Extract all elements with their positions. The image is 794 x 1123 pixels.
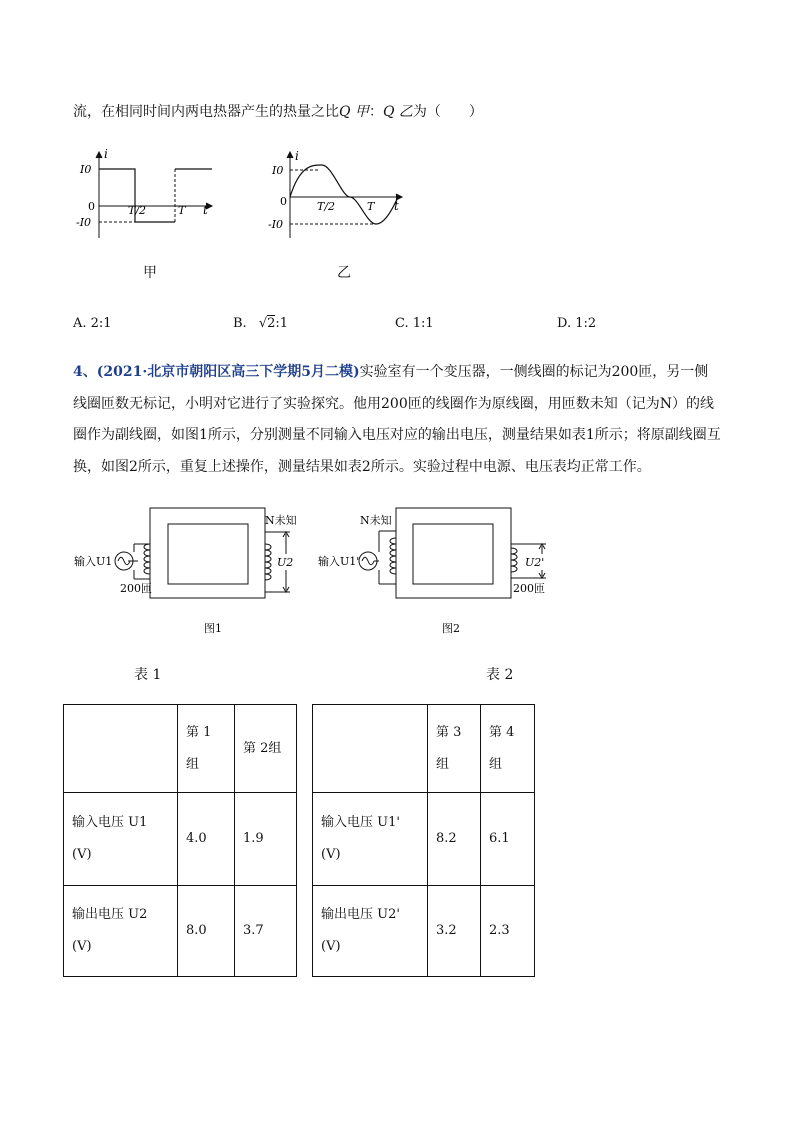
graph-yi-zero-label: 0 xyxy=(280,195,287,208)
table-header-cell xyxy=(481,705,535,793)
fig1-turns-label: 200匝 xyxy=(120,582,152,595)
table-cell: 8.2 xyxy=(428,793,481,886)
table-header-cell: 第 2组 xyxy=(235,705,297,793)
choice-b-ratio: :1 xyxy=(275,316,289,331)
ratio-separator: ： xyxy=(368,104,383,120)
fig1-u2-label: U2 xyxy=(277,556,294,569)
fig2-u2-label: U2' xyxy=(525,556,545,569)
q-jia: Q 甲 xyxy=(339,104,369,120)
table-header-cell xyxy=(178,705,235,793)
row-label-line: 输入电压 U1' xyxy=(321,815,400,830)
table-cell: 4.0 xyxy=(178,793,235,886)
graph-yi-t-label: T xyxy=(367,200,375,213)
graph-jia-neg-i0-label: -I0 xyxy=(76,216,92,229)
fig2-caption: 图2 xyxy=(442,622,460,635)
table-row xyxy=(64,886,297,977)
graph-jia-i-label: i xyxy=(104,147,108,161)
row-label-line: 输入电压 U1 xyxy=(72,815,148,830)
graph-yi-t-axis-label: t xyxy=(394,199,399,213)
choice-c[interactable]: C. 1:1 xyxy=(395,316,434,331)
q3-stem-suffix: 为（ ） xyxy=(412,104,483,120)
graph-jia-t-label: T xyxy=(178,204,186,217)
fig1-n-label: N未知 xyxy=(265,514,297,527)
table-2-title: 表 2 xyxy=(486,667,514,683)
table-cell: 3.7 xyxy=(235,886,297,977)
graph-jia-t-axis-label: t xyxy=(203,203,208,217)
row-label-line: 输出电压 U2 xyxy=(72,907,148,922)
table-1 xyxy=(63,704,297,977)
header-line: 第 3 xyxy=(436,724,462,740)
row-label-unit: (V) xyxy=(72,847,92,862)
graph-jia-i0-label: I0 xyxy=(80,163,92,176)
table-row xyxy=(313,793,535,886)
graph-jia-square-wave xyxy=(72,148,222,243)
table-row-label xyxy=(313,886,428,977)
table-row xyxy=(64,793,297,886)
choice-b-letter: B. xyxy=(233,316,247,331)
table-row-label xyxy=(64,886,178,977)
table-row-label xyxy=(64,793,178,886)
q3-stem-line xyxy=(73,102,483,122)
table-cell: 8.0 xyxy=(178,886,235,977)
table-header-cell xyxy=(428,705,481,793)
graph-yi-neg-i0-label: -I0 xyxy=(268,218,284,231)
header-line: 第 4 xyxy=(489,724,515,740)
figure-1-transformer xyxy=(72,504,297,644)
fig2-turns-label: 200匝 xyxy=(513,582,545,595)
table-row-label xyxy=(313,793,428,886)
header-line: 组 xyxy=(489,756,503,772)
fig2-n-label: N未知 xyxy=(360,514,392,527)
graph-yi-caption: 乙 xyxy=(337,265,351,281)
table-cell xyxy=(313,705,428,793)
header-line: 组 xyxy=(186,756,200,772)
q4-source-heading: 4、(2021·北京市朝阳区高三下学期5月二模) xyxy=(73,364,360,380)
row-label-unit: (V) xyxy=(321,847,341,862)
row-label-line: 输出电压 U2' xyxy=(321,907,400,922)
table-row xyxy=(64,705,297,793)
header-line: 第 1 xyxy=(186,724,212,740)
table-1-title: 表 1 xyxy=(134,667,162,683)
choice-d[interactable]: D. 1:2 xyxy=(557,316,597,331)
q3-stem-prefix: 流，在相同时间内两电热器产生的热量之比 xyxy=(73,104,339,120)
graph-jia-caption: 甲 xyxy=(143,265,157,281)
table-row xyxy=(313,886,535,977)
choice-a[interactable]: A. 2:1 xyxy=(73,316,112,331)
sqrt-radicand: 2 xyxy=(267,316,276,331)
graph-yi-i-label: i xyxy=(295,149,299,163)
row-label-unit: (V) xyxy=(321,939,341,954)
fig1-caption: 图1 xyxy=(204,622,222,635)
graph-jia-zero-label: 0 xyxy=(88,200,95,213)
table-2 xyxy=(312,704,535,977)
table-row xyxy=(313,705,535,793)
table-cell: 6.1 xyxy=(481,793,535,886)
row-label-unit: (V) xyxy=(72,939,92,954)
graph-jia-t2-label: T/2 xyxy=(128,204,147,217)
fig2-input-label: 输入U1' xyxy=(318,555,360,568)
table-cell: 1.9 xyxy=(235,793,297,886)
graph-yi-t2-label: T/2 xyxy=(317,200,336,213)
table-cell: 2.3 xyxy=(481,886,535,977)
graph-yi-sine-wave xyxy=(262,148,412,243)
choice-b[interactable] xyxy=(233,314,288,334)
q4-paragraph xyxy=(73,357,721,483)
graph-yi-i0-label: I0 xyxy=(272,164,284,177)
table-cell xyxy=(64,705,178,793)
q4-body: 实验室有一个变压器，一侧线圈的标记为200匝，另一侧线圈匝数无标记，小明对它进行了实验探究。他用200匝的线圈作为原线圈，用匝数未知（记为N）的线圈作为副线圈，如图1所示，分别测量不同输入电压对应的输出电压，测量结果如表1所示；将原副线圈互换，如图2所示，重复上述操作，测量结果如表2所示。实验过程中电源、电压表均正常工作。 xyxy=(73,364,721,475)
table-cell: 3.2 xyxy=(428,886,481,977)
fig1-input-label: 输入U1 xyxy=(74,555,113,568)
figure-2-transformer xyxy=(316,504,551,644)
q-yi: Q 乙 xyxy=(382,104,413,120)
sqrt-symbol: √2 xyxy=(258,316,276,331)
header-line: 组 xyxy=(436,756,450,772)
